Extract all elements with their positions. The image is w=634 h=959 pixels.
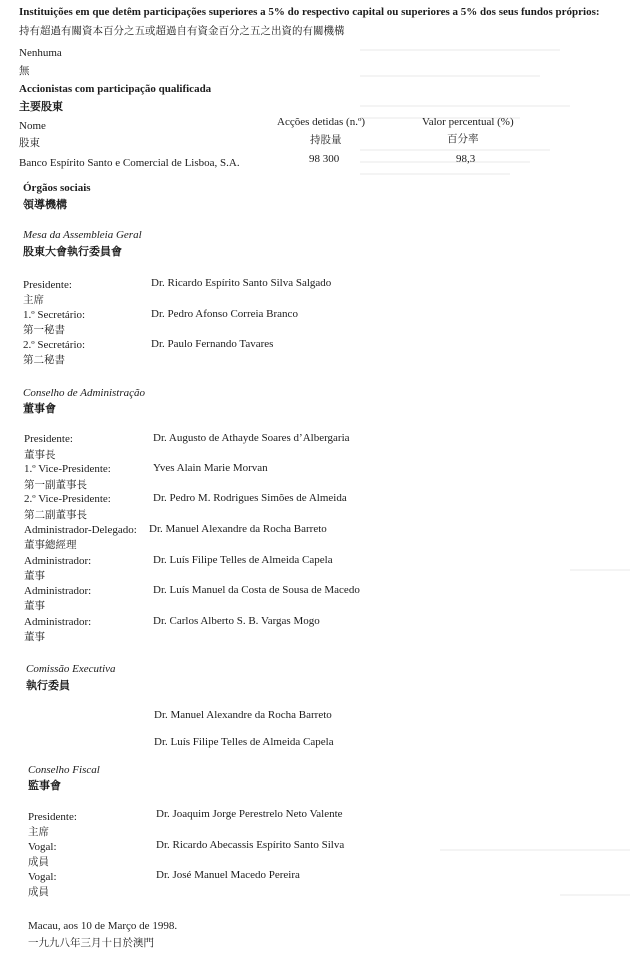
board-role-zh: 第二副董事長 [24, 509, 87, 521]
assembly-role-zh: 第一秘書 [23, 324, 65, 336]
col-header-name: Nome [19, 120, 46, 132]
board-role-zh: 董事 [24, 600, 45, 612]
board-member-name: Dr. Luís Manuel da Costa de Sousa de Macedo [153, 584, 360, 596]
fiscal-role-zh: 主席 [28, 826, 49, 838]
assembly-role-zh: 第二秘書 [23, 354, 65, 366]
board-role: Administrador: [24, 616, 92, 628]
participations-value: Nenhuma [19, 47, 62, 59]
fiscal-council-title-zh: 監事會 [28, 779, 61, 792]
signature-date: Macau, aos 10 de Março de 1998. [28, 920, 178, 932]
board-title: Conselho de Administração [23, 387, 146, 399]
participations-value-zh: 無 [19, 65, 30, 77]
executive-member-name: Dr. Luís Filipe Telles de Almeida Capela [154, 736, 334, 748]
signature-date-zh: 一九九八年三月十日於澳門 [28, 937, 154, 949]
col-header-name-zh: 股東 [19, 137, 40, 149]
organs-title-zh: 領導機構 [23, 198, 67, 211]
board-member-name: Dr. Pedro M. Rodrigues Simões de Almeida [153, 492, 347, 504]
fiscal-member-name: Dr. Ricardo Abecassis Espírito Santo Silva [156, 839, 345, 851]
board-role: Presidente: [24, 433, 73, 445]
board-member-name: Dr. Augusto de Athayde Soares d’Albergaria [153, 432, 350, 444]
col-header-percent-zh: 百分率 [447, 133, 479, 145]
col-header-shares: Acções detidas (n.º) [277, 116, 366, 128]
fiscal-role-zh: 成員 [28, 856, 49, 868]
board-role: Administrador-Delegado: [24, 524, 137, 536]
fiscal-role: Presidente: [28, 811, 77, 823]
board-role-zh: 董事 [24, 570, 45, 582]
shareholders-title: Accionistas com participação qualificada [19, 83, 212, 95]
board-title-zh: 董事會 [23, 402, 56, 415]
board-member-name: Dr. Luís Filipe Telles de Almeida Capela [153, 554, 333, 566]
fiscal-council-title: Conselho Fiscal [28, 764, 100, 776]
executive-committee-title-zh: 執行委員 [26, 679, 70, 692]
assembly-title-zh: 股東大會執行委員會 [23, 245, 122, 258]
assembly-role-zh: 主席 [23, 294, 44, 306]
shareholders-title-zh: 主要股東 [19, 100, 63, 113]
board-role-zh: 董事 [24, 631, 45, 643]
assembly-role: 2.º Secretário: [23, 339, 86, 351]
board-member-name: Dr. Carlos Alberto S. B. Vargas Mogo [153, 615, 320, 627]
col-header-shares-zh: 持股量 [310, 134, 342, 146]
board-member-name: Dr. Manuel Alexandre da Rocha Barreto [149, 523, 327, 535]
fiscal-role-zh: 成員 [28, 886, 49, 898]
fiscal-member-name: Dr. José Manuel Macedo Pereira [156, 869, 300, 881]
organs-title: Órgãos sociais [23, 182, 91, 194]
participations-title: Instituições em que detêm participações superiores a 5% do respectivo capital ou superiores a 5% dos seus fundos próprios: [19, 6, 600, 18]
shareholder-name: Banco Espírito Santo e Comercial de Lisboa, S.A. [19, 157, 240, 169]
col-header-percent: Valor percentual (%) [422, 116, 514, 128]
shareholder-percent: 98,3 [456, 153, 476, 165]
fiscal-role: Vogal: [28, 871, 57, 883]
assembly-role: Presidente: [23, 279, 72, 291]
assembly-title: Mesa da Assembleia Geral [23, 229, 142, 241]
participations-title-zh: 持有超過有關資本百分之五或超過自有資金百分之五之出資的有關機構 [19, 25, 345, 37]
assembly-member-name: Dr. Pedro Afonso Correia Branco [151, 308, 298, 320]
shareholder-shares: 98 300 [309, 153, 340, 165]
executive-committee-title: Comissão Executiva [26, 663, 116, 675]
executive-member-name: Dr. Manuel Alexandre da Rocha Barreto [154, 709, 332, 721]
bleed-through-marks [360, 0, 634, 959]
board-role: Administrador: [24, 555, 92, 567]
assembly-member-name: Dr. Ricardo Espírito Santo Silva Salgado [151, 277, 332, 289]
fiscal-member-name: Dr. Joaquim Jorge Perestrelo Neto Valente [156, 808, 343, 820]
board-member-name: Yves Alain Marie Morvan [153, 462, 268, 474]
board-role-zh: 第一副董事長 [24, 479, 87, 491]
board-role: Administrador: [24, 585, 92, 597]
board-role: 1.º Vice-Presidente: [24, 463, 111, 475]
board-role-zh: 董事總經理 [24, 539, 77, 551]
assembly-member-name: Dr. Paulo Fernando Tavares [151, 338, 274, 350]
assembly-role: 1.º Secretário: [23, 309, 86, 321]
board-role: 2.º Vice-Presidente: [24, 493, 111, 505]
fiscal-role: Vogal: [28, 841, 57, 853]
board-role-zh: 董事長 [24, 449, 56, 461]
